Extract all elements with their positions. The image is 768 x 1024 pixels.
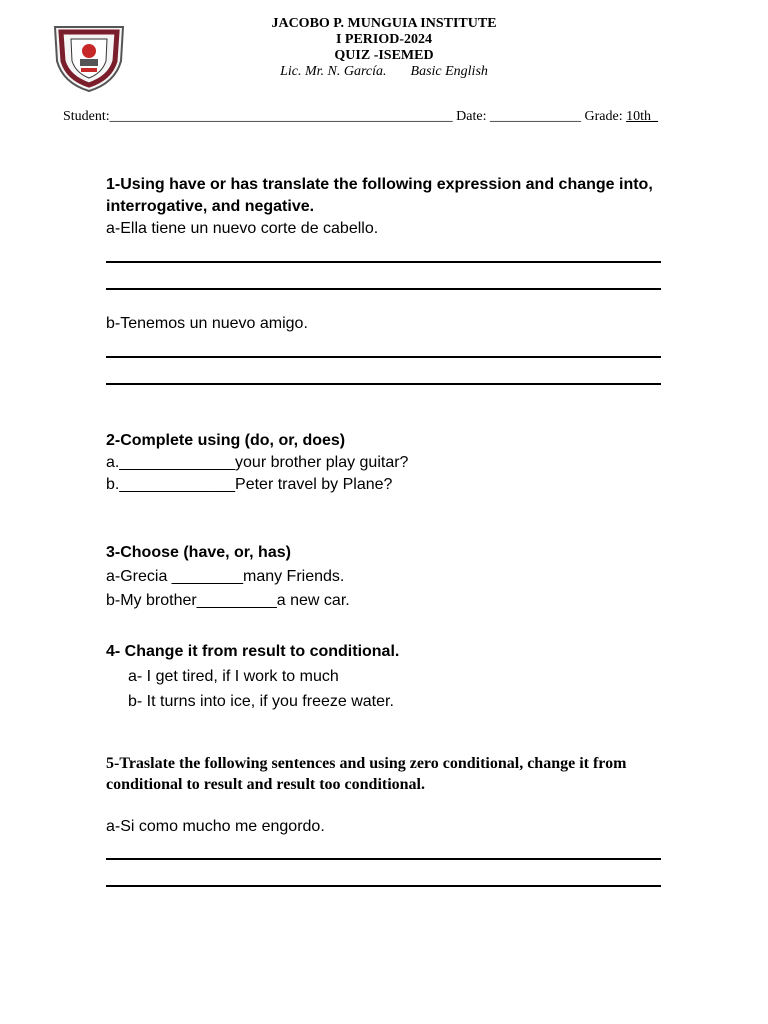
period-label: I PERIOD-2024 xyxy=(335,32,433,47)
institute-name: JACOBO P. MUNGUIA INSTITUTE xyxy=(271,16,497,31)
question-4-item-b: b- It turns into ice, if you freeze water. xyxy=(128,693,394,710)
question-4 xyxy=(106,639,666,714)
date-blank[interactable]: _____________ xyxy=(490,109,581,124)
answer-line[interactable] xyxy=(106,356,661,358)
student-label: Student: xyxy=(63,109,110,124)
question-3-item-b: b-My brother_________a new car. xyxy=(106,592,350,609)
question-1-item-a: a-Ella tiene un nuevo corte de cabello. xyxy=(106,220,379,237)
question-2-item-b: b._____________Peter travel by Plane? xyxy=(106,476,393,493)
question-1-part-b xyxy=(106,313,666,335)
answer-line[interactable] xyxy=(106,288,661,290)
grade-label: Grade: xyxy=(584,109,623,124)
question-5 xyxy=(106,753,651,795)
student-info-line xyxy=(63,109,658,125)
question-4-item-a: a- I get tired, if I work to much xyxy=(128,668,339,685)
question-1-item-b: b-Tenemos un nuevo amigo. xyxy=(106,315,308,332)
date-label: Date: xyxy=(456,109,487,124)
document-header xyxy=(0,16,768,80)
question-5-part-a xyxy=(106,816,666,838)
question-2-item-a: a._____________your brother play guitar? xyxy=(106,454,409,471)
question-4-title: 4- Change it from result to conditional. xyxy=(106,643,400,660)
question-2-title: 2-Complete using (do, or, does) xyxy=(106,432,346,449)
student-name-blank[interactable]: _________________________________________________ xyxy=(109,109,453,124)
answer-line[interactable] xyxy=(106,885,661,887)
question-3 xyxy=(106,541,666,613)
subject-name: Basic English xyxy=(410,64,488,79)
answer-line[interactable] xyxy=(106,858,661,860)
question-2 xyxy=(106,430,666,496)
question-3-title: 3-Choose (have, or, has) xyxy=(106,544,291,561)
question-1-title: 1-Using have or has translate the following expression and change into, interrogative, and negative. xyxy=(106,176,653,215)
question-3-item-a: a-Grecia ________many Friends. xyxy=(106,568,345,585)
question-5-item-a: a-Si como mucho me engordo. xyxy=(106,818,325,835)
grade-value: 10th_ xyxy=(626,109,658,124)
answer-line[interactable] xyxy=(106,383,661,385)
question-1 xyxy=(106,174,666,240)
question-5-title: 5-Traslate the following sentences and using zero conditional, change it from conditional to result and result too conditional. xyxy=(106,755,627,793)
teacher-name: Lic. Mr. N. García. xyxy=(280,64,387,79)
teacher-subject-line xyxy=(0,64,768,80)
quiz-title: QUIZ -ISEMED xyxy=(334,48,434,63)
answer-line[interactable] xyxy=(106,261,661,263)
